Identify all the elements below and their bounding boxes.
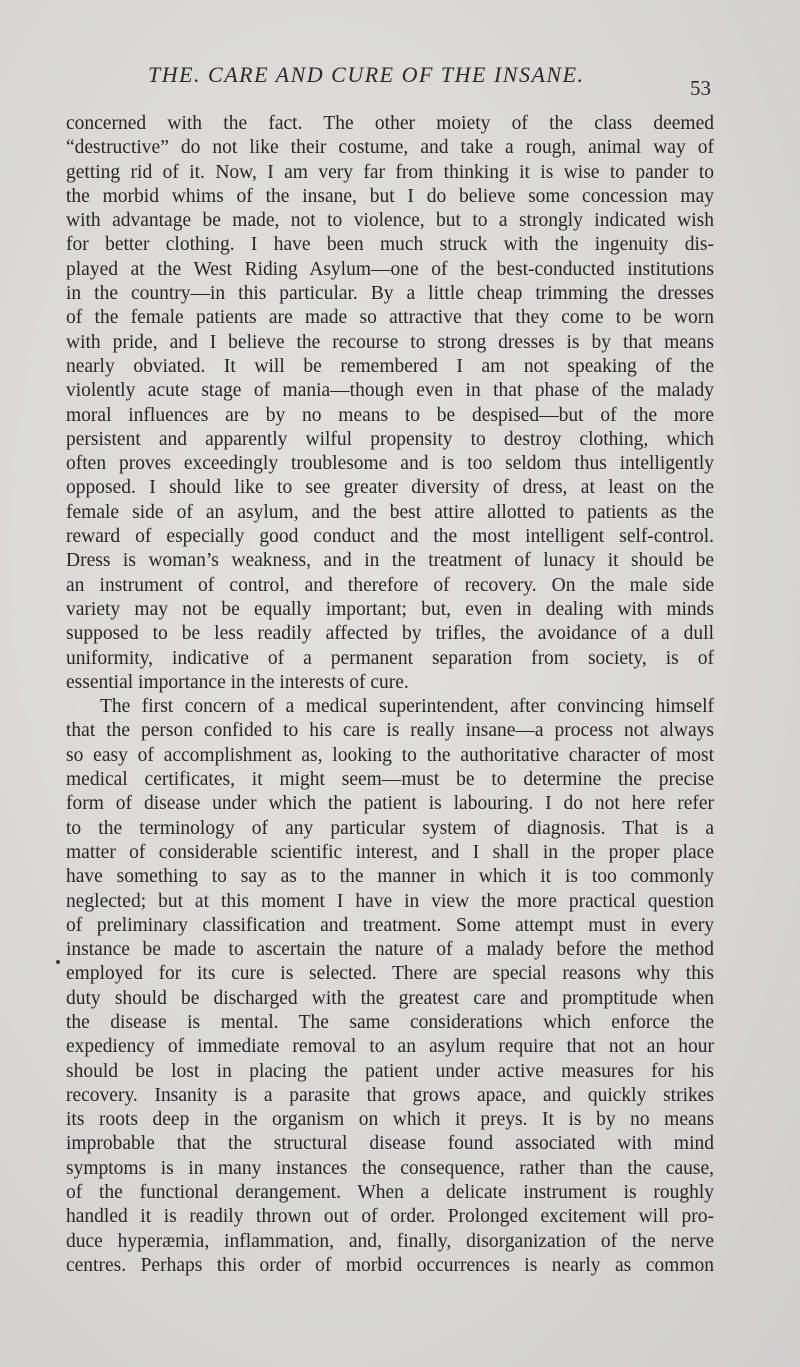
text-line: should be lost in placing the patient under active measures for his: [66, 1060, 714, 1082]
text-line: violently acute stage of mania—though even in that phase of the malady: [66, 380, 714, 402]
margin-mark: [56, 960, 60, 964]
text-line: form of disease under which the patient is labouring. I do not here refer: [66, 793, 714, 815]
text-line: played at the West Riding Asylum—one of the best-conducted institutions: [66, 258, 714, 280]
text-line: medical certificates, it might seem—must be to determine the precise: [66, 769, 714, 791]
text-line: uniformity, indicative of a permanent separation from society, is of: [66, 647, 714, 669]
text-line: concerned with the fact. The other moiety of the class deemed: [66, 113, 714, 134]
text-line: moral influences are by no means to be despised—but of the more: [66, 404, 714, 426]
text-line: nearly obviated. It will be remembered I am not speaking of the: [66, 355, 714, 377]
text-line: supposed to be less readily affected by trifles, the avoidance of a dull: [66, 623, 714, 645]
text-line: variety may not be equally important; but, even in dealing with minds: [66, 598, 714, 620]
text-line: getting rid of it. Now, I am very far from thinking it is wise to pander to: [66, 161, 714, 183]
text-line: neglected; but at this moment I have in view the more practical question: [66, 890, 714, 912]
text-line: of the functional derangement. When a delicate instrument is roughly: [66, 1182, 714, 1204]
text-line: persistent and apparently wilful propensity to destroy clothing, which: [66, 428, 714, 450]
text-line: the morbid whims of the insane, but I do believe some concession may: [66, 185, 714, 207]
text-line: The first concern of a medical superintendent, after convincing himself: [100, 696, 714, 718]
text-line: expediency of immediate removal to an asylum require that not an hour: [66, 1036, 714, 1058]
text-line: for better clothing. I have been much struck with the ingenuity dis-: [66, 234, 714, 256]
text-line: have something to say as to the manner in which it is too commonly: [66, 866, 714, 888]
paragraph-2: [66, 695, 714, 1278]
text-line: employed for its cure is selected. There are special reasons why this: [66, 963, 714, 985]
text-line: its roots deep in the organism on which it preys. It is by no means: [66, 1109, 714, 1131]
text-line: matter of considerable scientific interest, and I shall in the proper place: [66, 841, 714, 863]
text-line: “destructive” do not like their costume, and take a rough, animal way of: [66, 137, 714, 159]
text-line: opposed. I should like to see greater diversity of dress, at least on the: [66, 477, 714, 499]
text-line: that the person confided to his care is really insane—a process not always: [66, 720, 714, 742]
text-line: handled it is readily thrown out of order. Prolonged excitement will pro-: [66, 1206, 714, 1228]
text-line: in the country—in this particular. By a little cheap trimming the dresses: [66, 283, 714, 305]
text-line: to the terminology of any particular system of diagnosis. That is a: [66, 817, 714, 839]
running-head: THE. CARE AND CURE OF THE INSANE.: [148, 62, 585, 87]
text-line: with pride, and I believe the recourse to strong dresses is by that means: [66, 331, 714, 353]
text-line: duce hyperæmia, inflammation, and, finally, disorganization of the nerve: [66, 1230, 714, 1252]
text-line: reward of especially good conduct and the most intelligent self-control.: [66, 526, 714, 548]
text-line: so easy of accomplishment as, looking to the authoritative character of most: [66, 744, 714, 766]
text-line: improbable that the structural disease found associated with mind: [66, 1133, 714, 1155]
body-text: [66, 112, 714, 1278]
text-line: Dress is woman’s weakness, and in the treatment of lunacy it should be: [66, 550, 714, 572]
text-line: duty should be discharged with the greatest care and promptitude when: [66, 987, 714, 1009]
text-line: recovery. Insanity is a parasite that grows apace, and quickly strikes: [66, 1084, 714, 1106]
text-line: the disease is mental. The same considerations which enforce the: [66, 1011, 714, 1033]
paragraph-1: [66, 112, 714, 695]
text-line: female side of an asylum, and the best attire allotted to patients as the: [66, 501, 714, 523]
text-line: symptoms is in many instances the consequence, rather than the cause,: [66, 1157, 714, 1179]
text-line: centres. Perhaps this order of morbid occurrences is nearly as common: [66, 1254, 714, 1276]
text-line: with advantage be made, not to violence, but to a strongly indicated wish: [66, 210, 714, 232]
text-line: essential importance in the interests of cure.: [66, 671, 409, 693]
text-line: often proves exceedingly troublesome and is too seldom thus intelligently: [66, 453, 714, 475]
text-line: instance be made to ascertain the nature of a malady before the method: [66, 939, 714, 961]
text-line: of the female patients are made so attractive that they come to be worn: [66, 307, 714, 329]
page-number: 53: [690, 76, 711, 100]
text-line: an instrument of control, and therefore of recovery. On the male side: [66, 574, 714, 596]
text-line: of preliminary classification and treatment. Some attempt must in every: [66, 914, 714, 936]
